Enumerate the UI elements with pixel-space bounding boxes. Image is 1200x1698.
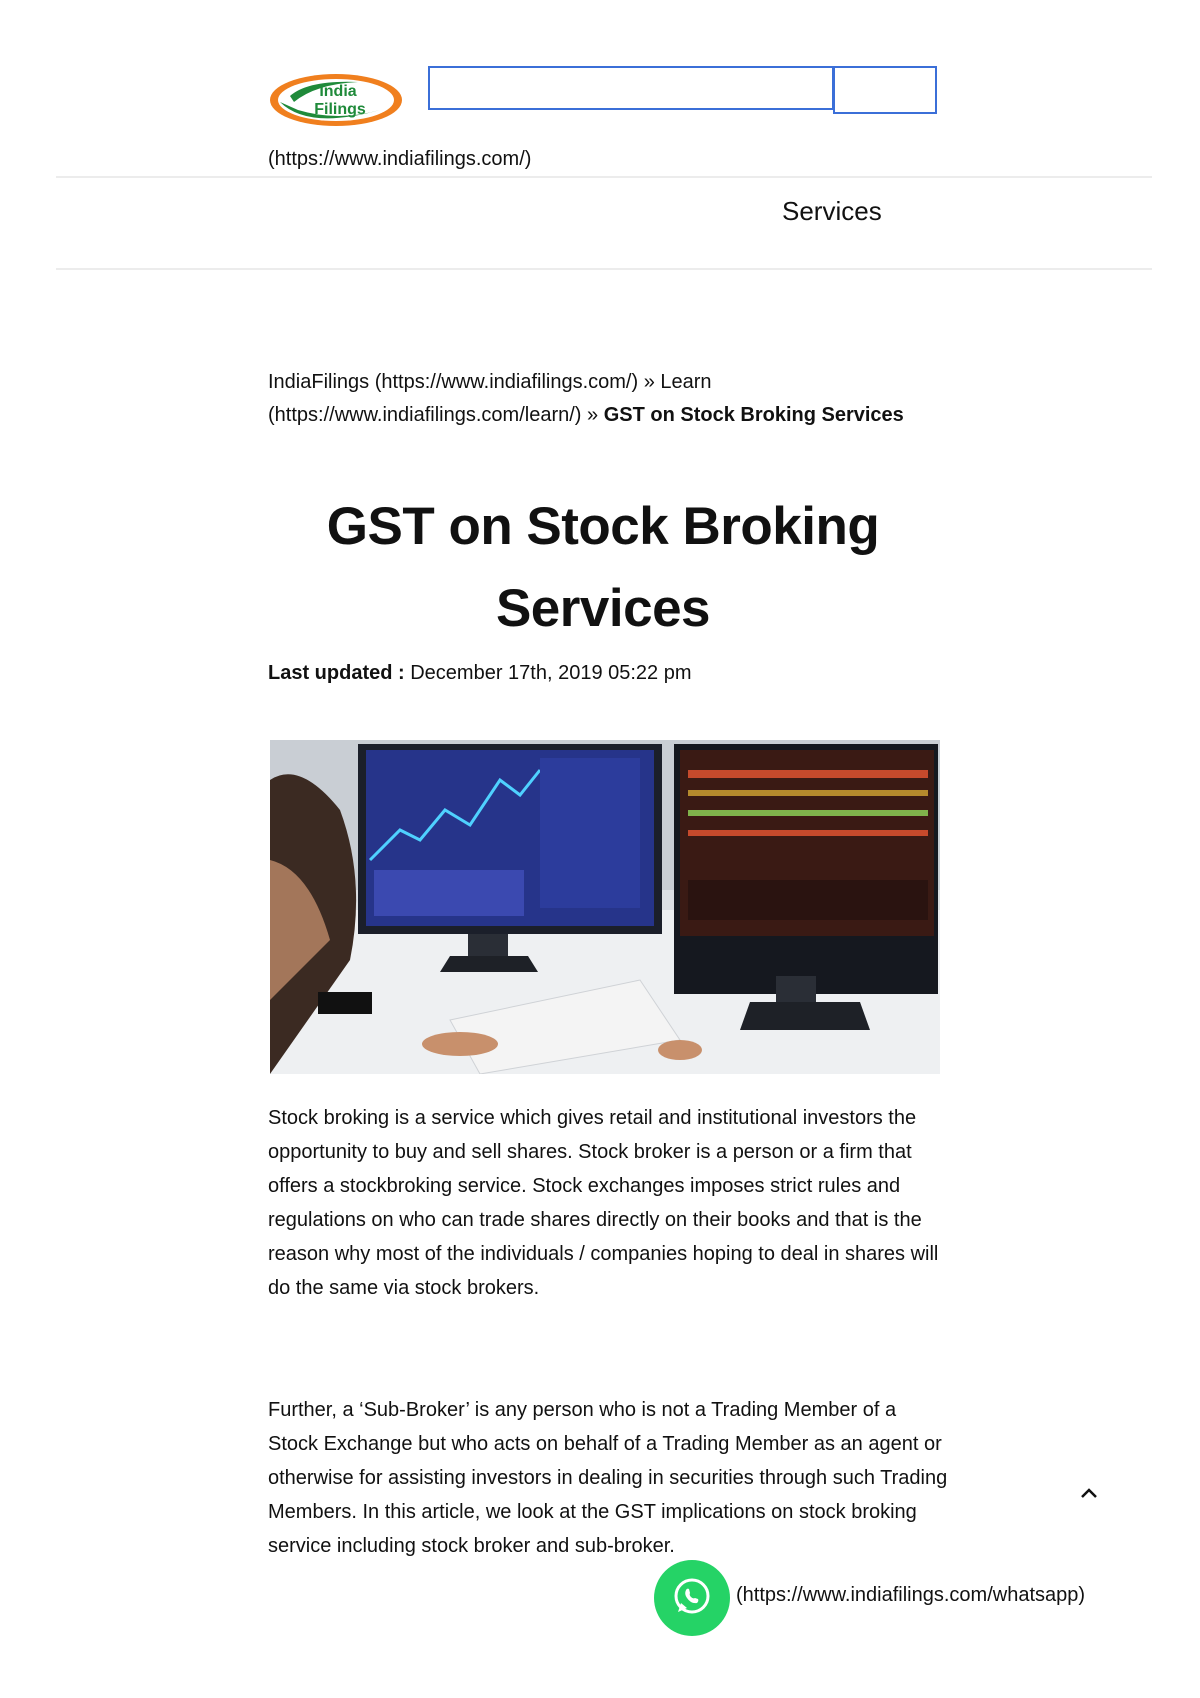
article-paragraph-1: Stock broking is a service which gives retail and institutional investors the opportunity to buy and sell shares. Stock broker is a person or a firm that offers a stockbroking service. Stock exchanges imposes strict rules and regulations on who can trade shares directly on their books and that is the reason why most of the individuals / companies hoping to deal in shares will do the same via stock brokers. bbox=[268, 1107, 939, 1299]
last-updated-value: December 17th, 2019 05:22 pm bbox=[404, 662, 692, 684]
breadcrumb-home[interactable]: IndiaFilings (https://www.indiafilings.com/) bbox=[268, 371, 639, 393]
logo-link-url[interactable]: (https://www.indiafilings.com/) bbox=[268, 148, 532, 170]
breadcrumb-learn[interactable]: Learn (https://www.indiafilings.com/learn/) bbox=[268, 371, 712, 426]
search-input[interactable] bbox=[428, 66, 834, 110]
whatsapp-link-url[interactable]: (https://www.indiafilings.com/whatsapp) bbox=[736, 1584, 1086, 1606]
breadcrumb-current: GST on Stock Broking Services bbox=[603, 404, 904, 426]
breadcrumb-separator: » bbox=[638, 371, 661, 393]
whatsapp-button[interactable] bbox=[654, 1560, 730, 1636]
chevron-up-icon bbox=[1076, 1480, 1102, 1506]
stock-trader-hero-image bbox=[270, 740, 940, 1074]
search-button[interactable] bbox=[833, 66, 937, 114]
last-updated-label: Last updated : bbox=[268, 662, 405, 684]
indiafilings-logo[interactable] bbox=[268, 72, 404, 128]
logo-text-india: India bbox=[319, 83, 357, 100]
logo-text-filings: Filings bbox=[314, 101, 366, 118]
logo-graphic bbox=[268, 72, 404, 128]
breadcrumb bbox=[268, 366, 908, 432]
scroll-to-top-button[interactable] bbox=[1076, 1480, 1102, 1506]
breadcrumb-separator: » bbox=[581, 404, 604, 426]
header-divider-top bbox=[56, 176, 1152, 178]
last-updated bbox=[268, 662, 692, 685]
whatsapp-icon bbox=[654, 1560, 730, 1636]
page-title: GST on Stock Broking Services bbox=[326, 497, 880, 638]
header-divider-bottom bbox=[56, 268, 1152, 270]
nav-services[interactable]: Services bbox=[782, 196, 882, 226]
article-paragraph-2: Further, a ‘Sub-Broker’ is any person who is not a Trading Member of a Stock Exchange but who acts on behalf of a Trading Member as an agent or otherwise for assisting investors in dealing in securities through such Trading Members. In this article, we look at the GST implications on stock broking service including stock broker and sub-broker. bbox=[268, 1399, 948, 1557]
